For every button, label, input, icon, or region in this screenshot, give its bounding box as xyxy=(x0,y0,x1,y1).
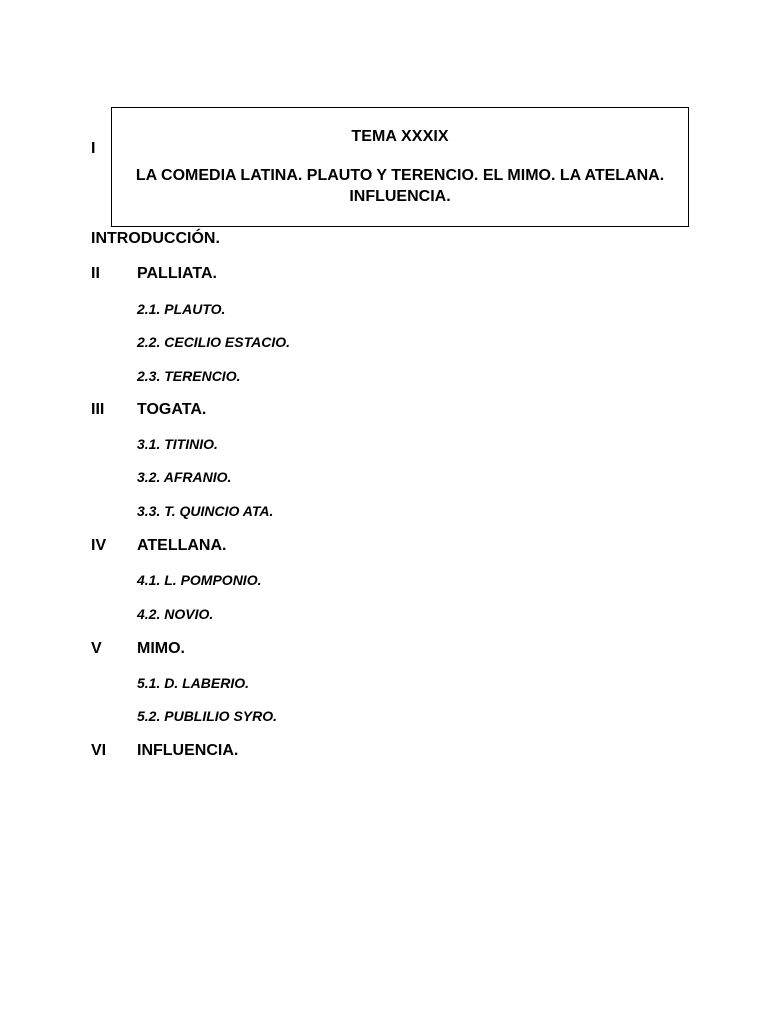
document-title: TEMA XXXIX xyxy=(351,128,449,145)
section-label: PALLIATA. xyxy=(137,265,217,282)
section-number: II xyxy=(91,265,100,282)
subsection-item: 2.2. CECILIO ESTACIO. xyxy=(137,334,290,350)
section-label: ATELLANA. xyxy=(137,537,227,554)
subsection-item: 3.2. AFRANIO. xyxy=(137,469,232,485)
subsection-item: 5.1. D. LABERIO. xyxy=(137,675,250,691)
subsection-item: 5.2. PUBLILIO SYRO. xyxy=(137,708,278,724)
subsection-item: 2.3. TERENCIO. xyxy=(137,368,241,384)
section-number: VI xyxy=(91,742,107,759)
section-label: TOGATA. xyxy=(137,401,207,418)
subsection-item: 3.1. TITINIO. xyxy=(137,436,218,452)
section-label: INFLUENCIA. xyxy=(137,742,239,759)
introduction-heading: INTRODUCCIÓN. xyxy=(91,230,220,247)
subsection-item: 2.1. PLAUTO. xyxy=(137,301,226,317)
section-number: IV xyxy=(91,537,107,554)
section-number: III xyxy=(91,401,105,418)
title-box xyxy=(111,107,689,227)
section-number-i: I xyxy=(91,140,96,157)
subsection-item: 4.1. L. POMPONIO. xyxy=(137,572,262,588)
subsection-item: 4.2. NOVIO. xyxy=(137,606,214,622)
section-label: MIMO. xyxy=(137,640,185,657)
document-subtitle: LA COMEDIA LATINA. PLAUTO Y TERENCIO. EL MIMO. LA ATELANA. INFLUENCIA. xyxy=(135,167,665,205)
section-number: V xyxy=(91,640,102,657)
subsection-item: 3.3. T. QUINCIO ATA. xyxy=(137,503,274,519)
